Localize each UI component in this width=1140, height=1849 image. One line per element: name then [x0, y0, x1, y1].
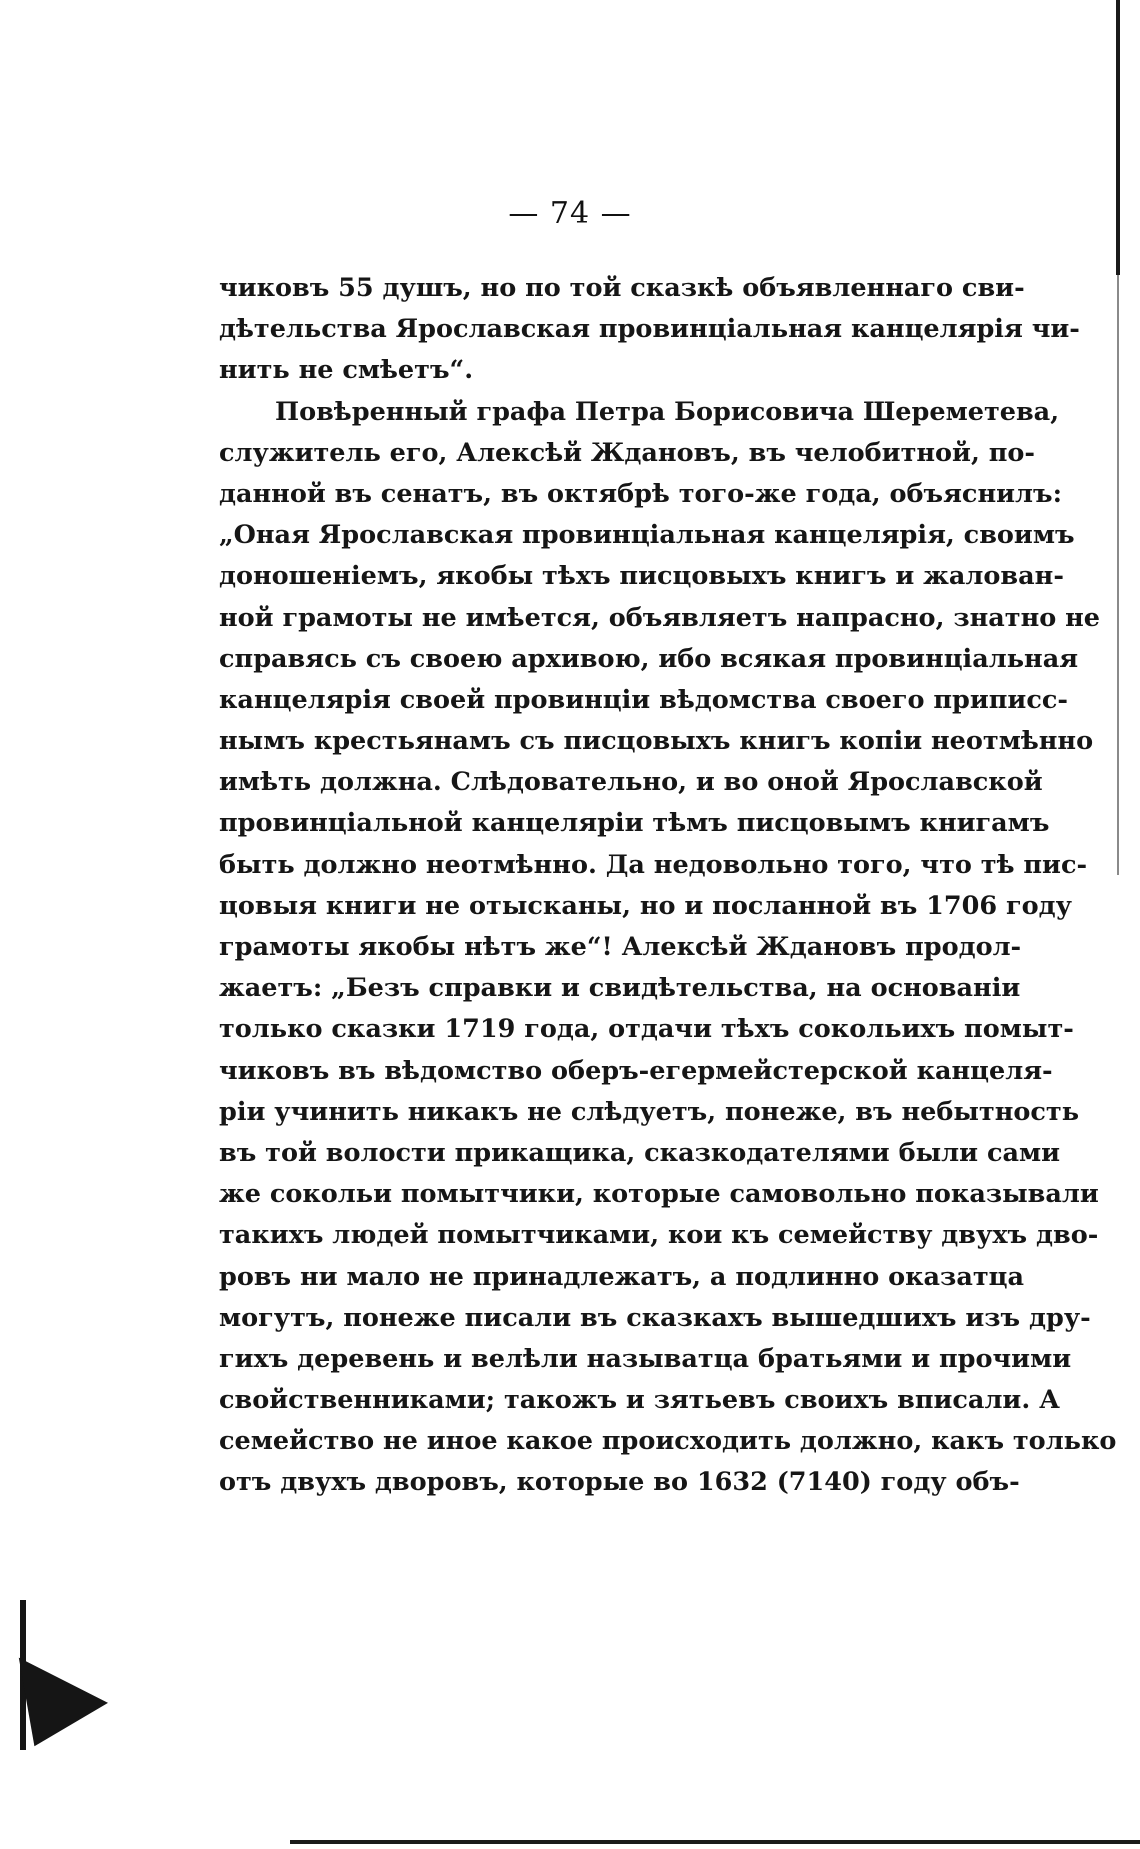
scan-bottom-edge	[290, 1840, 1140, 1844]
page-number: — 74 —	[508, 196, 632, 231]
text-line: Повѣренный графа Петра Борисовича Шереметева,	[275, 396, 1060, 427]
text-line: нымъ крестьянамъ съ писцовыхъ книгъ копіи неотмѣнно	[219, 726, 1094, 757]
text-line: такихъ людей помытчиками, кои къ семейству двухъ дво-	[219, 1220, 1099, 1251]
scan-edge-line-faint	[1117, 275, 1119, 875]
text-line: отъ двухъ дворовъ, которые во 1632 (7140) году объ-	[219, 1467, 1020, 1498]
text-line: „Оная Ярославская провинціальная канцелярія, своимъ	[219, 520, 1075, 551]
text-line: грамоты якобы нѣтъ же“! Алексѣй Ждановъ продол-	[219, 932, 1022, 962]
text-line: же сокольи помытчики, которые самовольно показывали	[219, 1179, 1099, 1210]
text-line: цовыя книги не отысканы, но и посланной въ 1706 году	[219, 890, 1072, 921]
text-line: быть должно неотмѣнно. Да недовольно того, что тѣ пис-	[219, 849, 1088, 880]
text-line: доношеніемъ, якобы тѣхъ писцовыхъ книгъ и жалован-	[219, 561, 1064, 592]
text-line: семейство не иное какое происходить должно, какъ только	[219, 1426, 1117, 1457]
text-line: служитель его, Алексѣй Ждановъ, въ челобитной, по-	[219, 437, 1035, 468]
text-line: свойственниками; такожъ и зятьевъ своихъ вписали. А	[219, 1385, 1060, 1416]
text-line: ровъ ни мало не принадлежатъ, а подлинно оказатца	[219, 1261, 1025, 1292]
text-line: справясь съ своею архивою, ибо всякая провинціальная	[219, 643, 1079, 674]
text-line: дѣтельства Ярославская провинціальная канцелярія чи-	[219, 314, 1080, 345]
scan-edge-line	[1116, 0, 1120, 275]
text-line: жаетъ: „Безъ справки и свидѣтельства, на основаніи	[219, 973, 1021, 1004]
body-text	[219, 268, 1117, 1504]
text-line: имѣть должна. Слѣдовательно, и во оной Ярославской	[219, 767, 1043, 798]
text-line: нить не смѣетъ“.	[219, 355, 474, 386]
text-line: чиковъ въ вѣдомство оберъ-егермейстерской канцеля-	[219, 1055, 1053, 1086]
text-line: могутъ, понеже писали въ сказкахъ вышедшихъ изъ дру-	[219, 1302, 1091, 1333]
text-line: ной грамоты не имѣется, объявляетъ напрасно, знатно не	[219, 602, 1101, 633]
text-line: гихъ деревень и велѣли называтца братьями и прочими	[219, 1343, 1072, 1374]
text-line: ріи учинить никакъ не слѣдуетъ, понеже, въ небытность	[219, 1096, 1080, 1127]
scan-margin-shadow	[19, 1644, 113, 1747]
text-line: только сказки 1719 года, отдачи тѣхъ сокольихъ помыт-	[219, 1014, 1074, 1045]
text-line: данной въ сенатъ, въ октябрѣ того-же года, объяснилъ:	[219, 478, 1062, 509]
text-line: чиковъ 55 душъ, но по той сказкѣ объявленнаго сви-	[219, 273, 1025, 303]
text-line: въ той волости прикащика, сказкодателями были сами	[219, 1137, 1061, 1168]
text-line: провинціальной канцеляріи тѣмъ писцовымъ книгамъ	[219, 808, 1050, 839]
text-line: канцелярія своей провинціи вѣдомства своего приписс-	[219, 684, 1068, 715]
